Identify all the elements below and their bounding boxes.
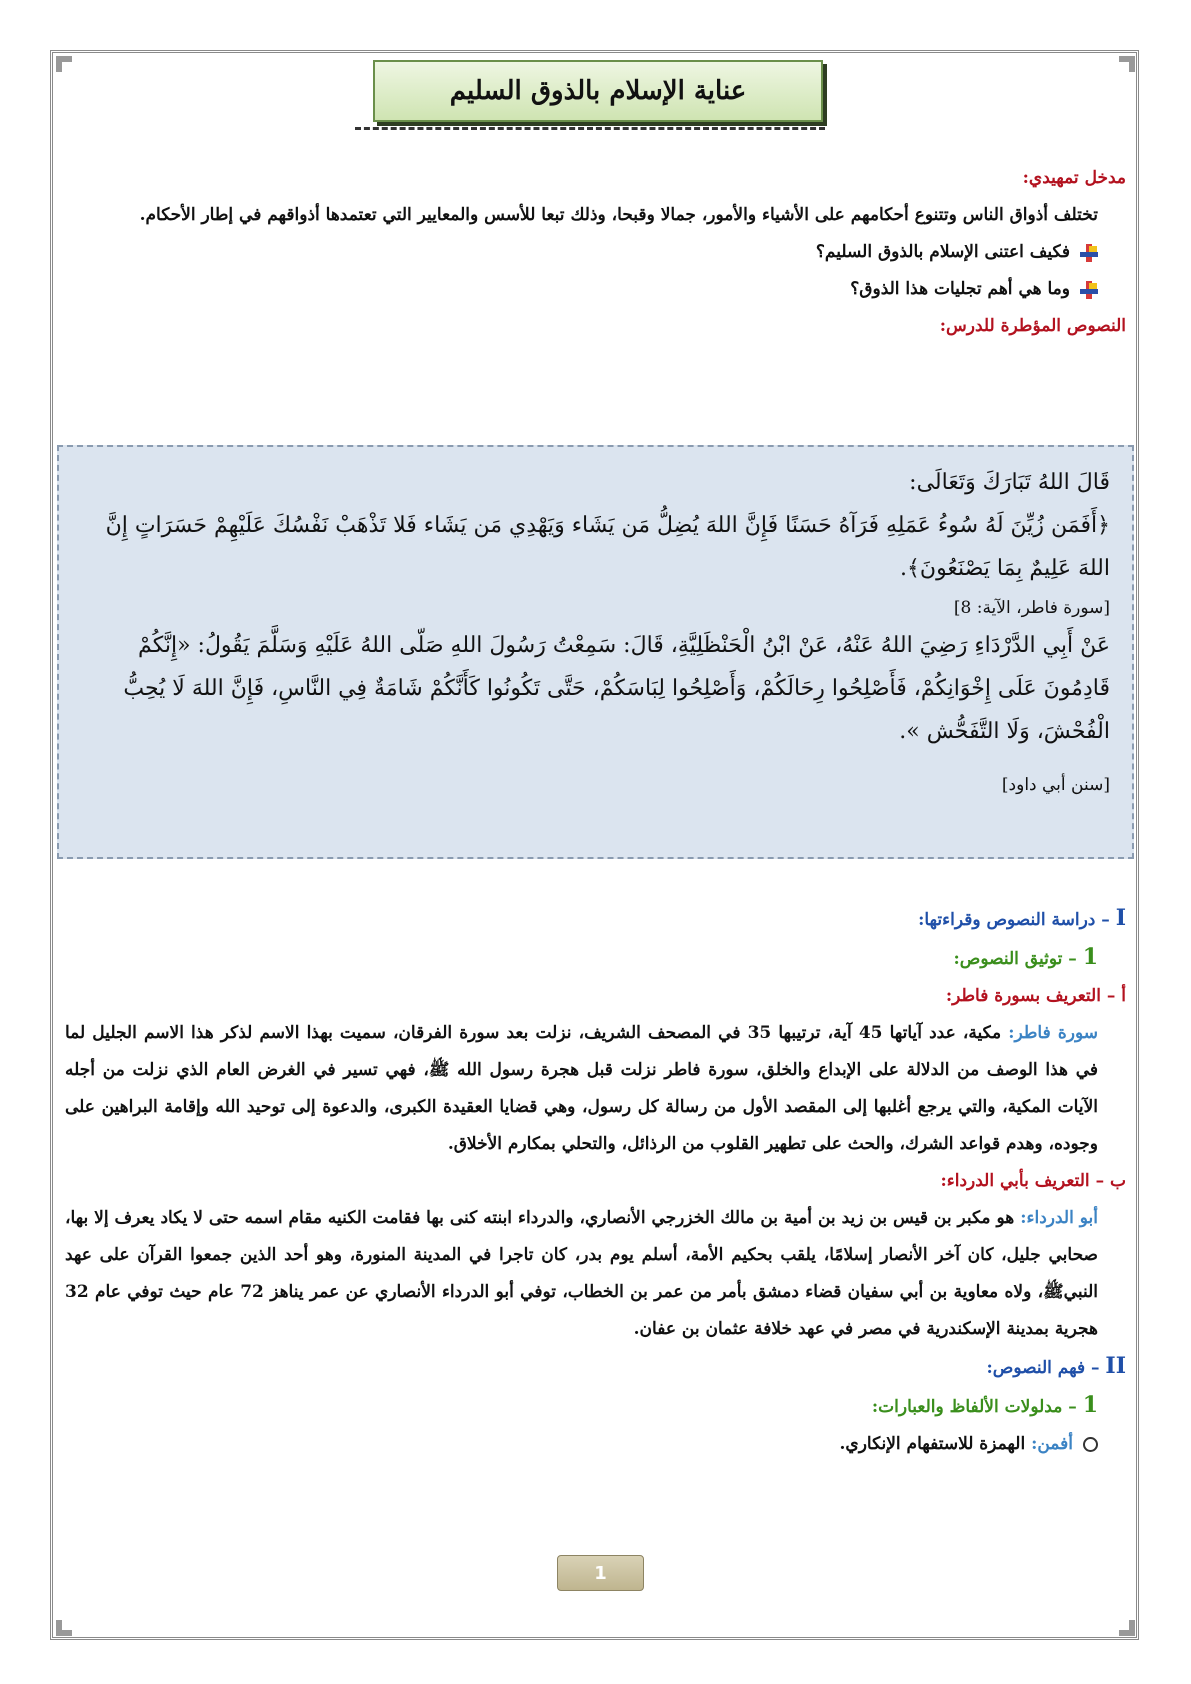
companion-heading: ب – التعريف بأبي الدرداء: <box>940 1171 1126 1191</box>
circle-bullet-icon <box>1083 1437 1098 1452</box>
quran-intro: قَالَ اللهُ تَبَارَكَ وَتَعَالَى: <box>909 470 1110 495</box>
item-label: أفمن: <box>1031 1434 1073 1454</box>
lesson-body <box>65 900 1126 1463</box>
question-text: فكيف اعتنى الإسلام بالذوق السليم؟ <box>815 242 1070 262</box>
intro-heading: مدخل تمهيدي: <box>1022 168 1126 188</box>
subsection-heading <box>65 1387 1126 1426</box>
list-item <box>65 1426 1126 1463</box>
surah-paragraph <box>65 1015 1126 1163</box>
intro-paragraph: تختلف أذواق الناس وتتنوع أحكامهم على الأشياء والأمور، جمالا وقبحا، وذلك تبعا للأسس والمعايير التي تعتمدها أذواقهم في إطار الأحكام. <box>139 205 1098 225</box>
question-item <box>65 271 1126 308</box>
frame-corner <box>56 56 72 72</box>
bullet-icon <box>1080 281 1098 299</box>
section-roman: II <box>1105 1353 1126 1379</box>
frame-corner <box>1119 1620 1135 1636</box>
page-title: عناية الإسلام بالذوق السليم <box>373 60 823 122</box>
subsection-number: 1 <box>1082 944 1098 970</box>
framing-texts-box <box>57 445 1134 859</box>
question-item <box>65 234 1126 271</box>
quran-source: [سورة فاطر، الآية: 8] <box>953 598 1110 618</box>
section-title: – فهم النصوص: <box>986 1358 1100 1378</box>
subsection-title: – توثيق النصوص: <box>953 949 1077 969</box>
title-underline <box>355 127 825 130</box>
bullet-icon <box>1080 244 1098 262</box>
frame-corner <box>1119 56 1135 72</box>
hadith-source: [سنن أبي داود] <box>1001 775 1110 795</box>
surah-heading: أ – التعريف بسورة فاطر: <box>945 986 1126 1006</box>
companion-paragraph <box>65 1200 1126 1348</box>
companion-label: أبو الدرداء: <box>1020 1208 1098 1228</box>
frame-corner <box>56 1620 72 1636</box>
section1-heading <box>65 900 1126 939</box>
subsection-title: – مدلولات الألفاظ والعبارات: <box>871 1397 1077 1417</box>
hadith-text: عَنْ أَبِي الدَّرْدَاءِ رَضِيَ اللهُ عَنْهُ، عَنْ ابْنُ الْحَنْظَلِيَّةِ، قَالَ: سَمِعْتُ رَسُولَ اللهِ صَلّى اللهُ عَلَيْهِ وَسَلَّمَ يَقُولُ: «إِنَّكُمْ قَادِمُونَ عَلَى إِخْوَانِكُمْ، فَأَصْلِحُوا رِحَالَكُمْ، وَأَصْلِحُوا لِبَاسَكُمْ، حَتَّى تَكُونُوا كَأَنَّكُمْ شَامَةٌ فِي النَّاسِ، فَإِنَّ اللهَ لَا يُحِبُّ الْفُحْشَ، وَلَا التَّفَحُّش ». <box>123 633 1110 744</box>
page-number: 1 <box>557 1555 644 1591</box>
surah-text: مكية، عدد آياتها 45 آية، ترتيبها 35 في المصحف الشريف، نزلت بعد سورة الفرقان، سميت بهذا الاسم لذكر هذا الاسم الجليل لما في هذا الوصف من الدلالة على الإبداع والخلق، سورة فاطر نزلت قبل هجرة رسول الله ﷺ، فهي تسير في الغرض العام الذي نزلت من أجله الآيات المكية، والتي يرجع أغلبها إلى المقصد الأول من رسالة كل رسول، وهي قضايا العقيدة الكبرى، والدعوة إلى توحيد الله وإقامة البراهين على وجوده، وهدم قواعد الشرك، والحث على تطهير القلوب من الرذائل، والتحلي بمكارم الأخلاق. <box>65 1023 1098 1154</box>
companion-text: هو مكبر بن قيس بن زيد بن أمية بن مالك الخزرجي الأنصاري، والدرداء ابنته كنى بها فقامت الكنيه مقام اسمه حتى لا يكاد يعرف إلا بها، صحابي جليل، كان آخر الأنصار إسلامًا، يلقب بحكيم الأمة، أسلم يوم بدر، كان تاجرا في المدينة المنورة، وهو أحد الذين جمعوا القرآن على عهد النبيﷺ، ولاه معاوية بن أبي سفيان قضاء دمشق بأمر من عمر بن الخطاب، توفي أبو الدرداء الأنصاري عن عمر يناهز 72 عام حيث توفي عام 32 هجرية بمدينة الإسكندرية في مصر في عهد خلافة عثمان بن عفان. <box>65 1208 1098 1339</box>
subsection-number: 1 <box>1082 1392 1098 1418</box>
section2-heading <box>65 1348 1126 1387</box>
section-roman: I <box>1115 905 1126 931</box>
subsection-heading <box>65 939 1126 978</box>
texts-heading: النصوص المؤطرة للدرس: <box>939 316 1126 336</box>
question-text: وما هي أهم تجليات هذا الذوق؟ <box>850 279 1070 299</box>
intro-section <box>65 160 1126 345</box>
quran-verse: ﴿أَفَمَن زُيِّنَ لَهُ سُوءُ عَمَلِهِ فَرَآهُ حَسَنًا فَإِنَّ اللهَ يُضِلُّ مَن يَشَاء وَيَهْدِي مَن يَشَاء فَلا تَذْهَبْ نَفْسُكَ عَلَيْهِمْ حَسَرَاتٍ إِنَّ اللهَ عَلِيمٌ بِمَا يَصْنَعُونَ﴾. <box>105 513 1110 581</box>
item-text: الهمزة للاستفهام الإنكاري. <box>839 1434 1026 1454</box>
section-title: – دراسة النصوص وقراءتها: <box>918 910 1110 930</box>
surah-label: سورة فاطر: <box>1008 1023 1098 1043</box>
